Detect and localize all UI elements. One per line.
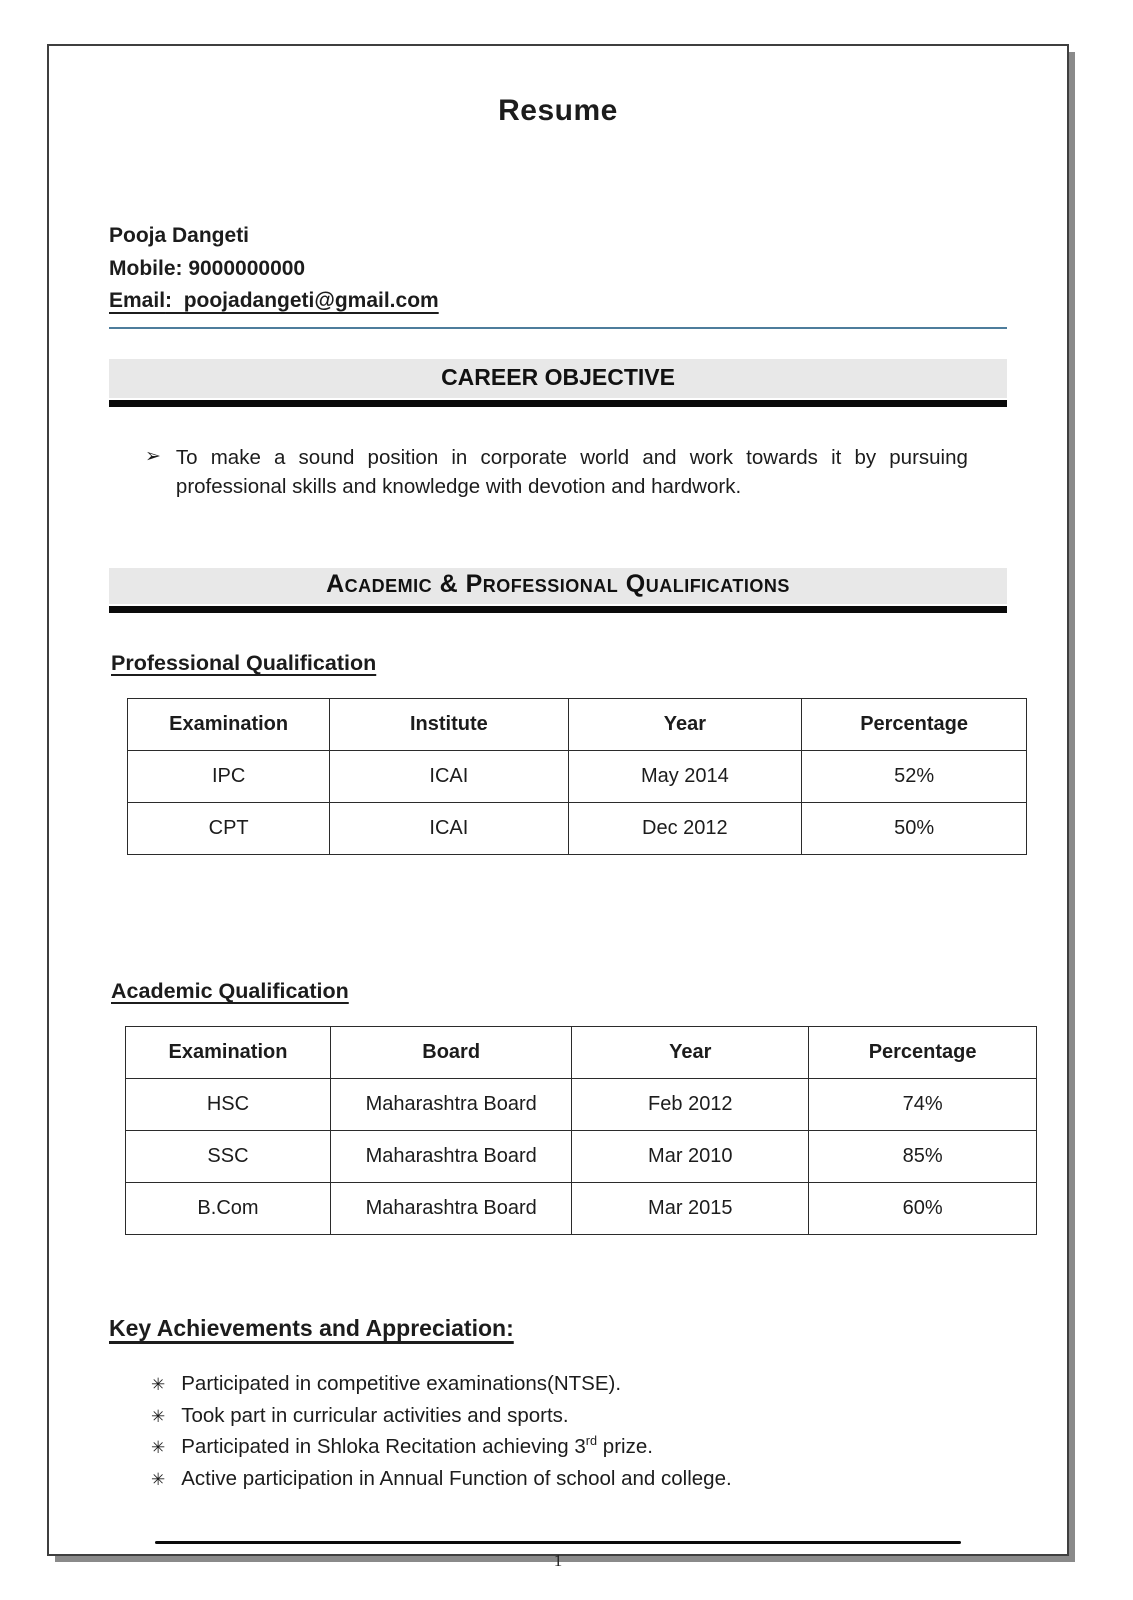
asterisk-bullet-icon: ✳ xyxy=(151,1375,166,1395)
table-cell: Feb 2012 xyxy=(572,1079,809,1131)
table-header: Percentage xyxy=(809,1027,1037,1079)
table-header: Institute xyxy=(330,699,568,751)
contact-block xyxy=(109,220,1007,329)
table-cell: Maharashtra Board xyxy=(330,1131,571,1183)
asterisk-bullet-icon: ✳ xyxy=(151,1438,166,1458)
achievements-list xyxy=(151,1372,1007,1491)
table-header-row xyxy=(128,699,1027,751)
contact-divider xyxy=(109,327,1007,329)
table-row xyxy=(128,751,1027,803)
table-cell: 60% xyxy=(809,1183,1037,1235)
achievement-item xyxy=(151,1435,1007,1460)
professional-qualification-title: Professional Qualification xyxy=(111,651,377,676)
achievement-text: Participated in competitive examinations(NTSE). xyxy=(181,1372,622,1396)
table-cell: Mar 2015 xyxy=(572,1183,809,1235)
table-header: Percentage xyxy=(802,699,1027,751)
table-cell: IPC xyxy=(128,751,330,803)
professional-qualification-table xyxy=(127,698,1027,855)
table-cell: B.Com xyxy=(126,1183,331,1235)
table-cell: HSC xyxy=(126,1079,331,1131)
achievements-section xyxy=(109,1315,1007,1491)
table-row xyxy=(126,1079,1037,1131)
achievement-item xyxy=(151,1404,1007,1429)
table-cell: Maharashtra Board xyxy=(330,1183,571,1235)
achievement-text: Took part in curricular activities and sports. xyxy=(181,1403,569,1427)
table-cell: CPT xyxy=(128,803,330,855)
table-header: Board xyxy=(330,1027,571,1079)
asterisk-bullet-icon: ✳ xyxy=(151,1469,166,1489)
contact-email xyxy=(109,285,1007,318)
professional-qualification-section xyxy=(109,613,1007,676)
resume-page xyxy=(47,44,1069,1571)
footer-divider xyxy=(155,1541,961,1544)
table-row xyxy=(128,803,1027,855)
table-cell: SSC xyxy=(126,1131,331,1183)
table-row xyxy=(126,1183,1037,1235)
table-header: Year xyxy=(572,1027,809,1079)
contact-name: Pooja Dangeti xyxy=(109,224,250,247)
table-cell: ICAI xyxy=(330,803,568,855)
document-title: Resume xyxy=(498,94,618,127)
table-cell: Maharashtra Board xyxy=(330,1079,571,1131)
section-heading-rule xyxy=(109,400,1007,407)
email-label: Email xyxy=(109,289,166,313)
table-cell: 52% xyxy=(802,751,1027,803)
table-header: Year xyxy=(568,699,802,751)
table-cell: Mar 2010 xyxy=(572,1131,809,1183)
career-objective-paragraph xyxy=(145,443,1001,502)
section-heading-rule xyxy=(109,606,1007,613)
table-cell: 85% xyxy=(809,1131,1037,1183)
table-cell: 50% xyxy=(802,803,1027,855)
career-objective-text: To make a sound position in corporate world and work towards it by pursuing professional skills and knowledge with devotion and hardwork. xyxy=(175,445,968,499)
email-value: : poojadangeti@gmail.com xyxy=(165,289,439,313)
academic-qualification-title: Academic Qualification xyxy=(111,979,349,1004)
section-qualifications-header xyxy=(109,568,1007,613)
achievement-item xyxy=(151,1372,1007,1397)
academic-qualification-section xyxy=(109,941,1007,1004)
table-cell: 74% xyxy=(809,1079,1037,1131)
section-career-objective-header xyxy=(109,359,1007,407)
achievement-item xyxy=(151,1467,1007,1492)
table-cell: ICAI xyxy=(330,751,568,803)
page-number: 1 xyxy=(553,1551,563,1571)
asterisk-bullet-icon: ✳ xyxy=(151,1406,166,1426)
contact-mobile: Mobile: 9000000000 xyxy=(109,256,306,280)
table-cell: May 2014 xyxy=(568,751,802,803)
academic-qualification-table xyxy=(125,1026,1037,1235)
table-header: Examination xyxy=(126,1027,331,1079)
arrow-bullet-icon: ➢ xyxy=(145,445,161,467)
achievements-title: Key Achievements and Appreciation: xyxy=(109,1315,514,1342)
table-cell: Dec 2012 xyxy=(568,803,802,855)
qualifications-heading: Academic & Professional Qualifications xyxy=(109,568,1007,604)
table-header-row xyxy=(126,1027,1037,1079)
page-footer xyxy=(109,1541,1007,1571)
achievement-text: Active participation in Annual Function of school and college. xyxy=(181,1466,732,1490)
achievement-text: Participated in Shloka Recitation achieving 3rd prize. xyxy=(181,1433,653,1459)
career-objective-heading: CAREER OBJECTIVE xyxy=(109,359,1007,398)
table-row xyxy=(126,1131,1037,1183)
table-header: Examination xyxy=(128,699,330,751)
